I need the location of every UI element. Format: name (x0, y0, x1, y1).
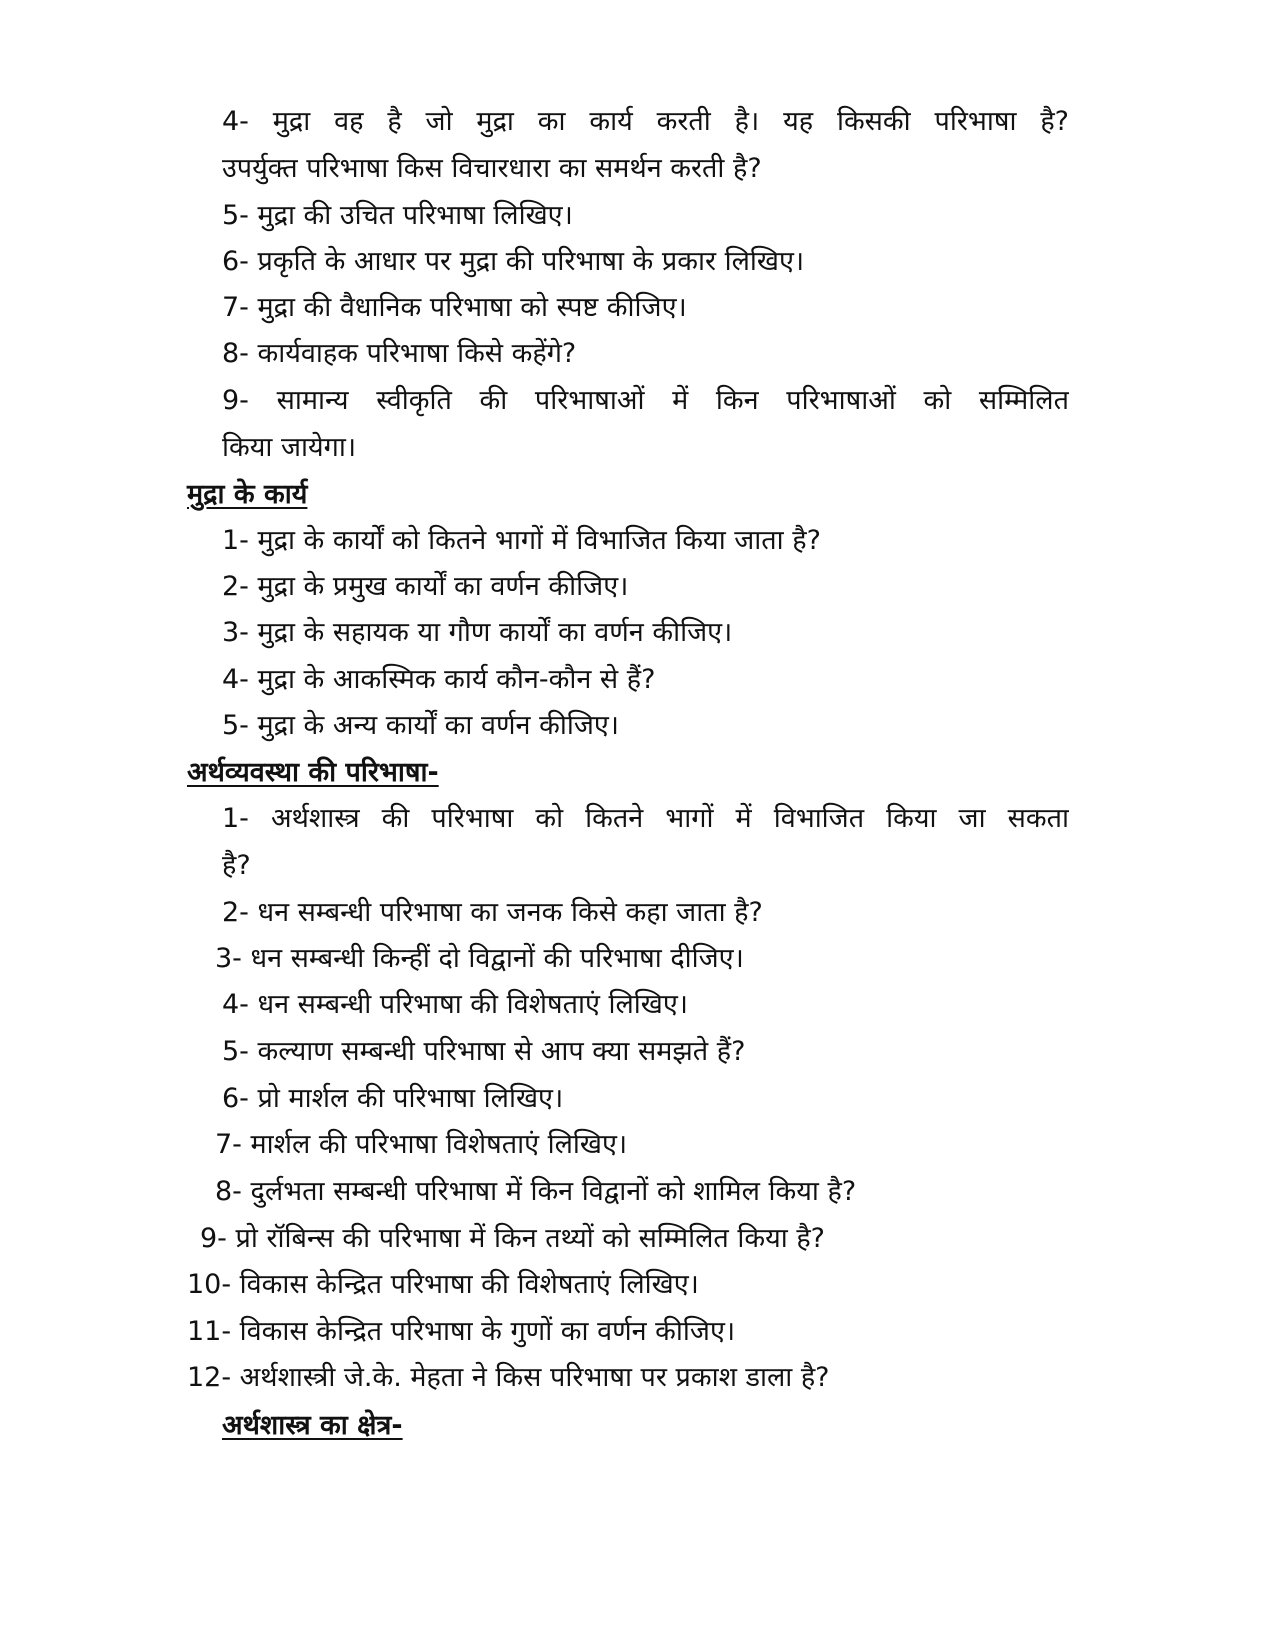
question-line: 8- कार्यवाहक परिभाषा किसे कहेंगे? (222, 338, 577, 369)
question-line: 7- मार्शल की परिभाषा विशेषताएं लिखिए। (215, 1129, 628, 1160)
question-line: 5- मुद्रा के अन्य कार्यों का वर्णन कीजिए। (222, 710, 620, 741)
question-line: 7- मुद्रा की वैधानिक परिभाषा को स्पष्ट कीजिए। (222, 292, 687, 323)
question-line: है? (222, 850, 251, 881)
question-line: 12- अर्थशास्त्री जे.के. मेहता ने किस परिभाषा पर प्रकाश डाला है? (187, 1362, 830, 1393)
question-line: 4- मुद्रा के आकस्मिक कार्य कौन-कौन से हैं? (222, 664, 656, 695)
question-line: किया जायेगा। (222, 432, 357, 463)
question-line: 9- प्रो रॉबिन्स की परिभाषा में किन तथ्यों को सम्मिलित किया है? (200, 1223, 826, 1254)
question-line: 3- मुद्रा के सहायक या गौण कार्यों का वर्णन कीजिए। (222, 617, 733, 648)
question-line: 5- मुद्रा की उचित परिभाषा लिखिए। (222, 200, 573, 231)
question-line: 4- मुद्रा वह है जो मुद्रा का कार्य करती है। यह किसकी परिभाषा है? (222, 106, 1069, 137)
question-line: 9- सामान्य स्वीकृति की परिभाषाओं में किन परिभाषाओं को सम्मिलित (222, 385, 1069, 416)
question-line: 10- विकास केन्द्रित परिभाषा की विशेषताएं लिखिए। (187, 1269, 699, 1300)
question-line: उपर्युक्त परिभाषा किस विचारधारा का समर्थन करती है? (222, 153, 762, 184)
question-line: 6- प्रो मार्शल की परिभाषा लिखिए। (222, 1083, 564, 1114)
question-line: 1- अर्थशास्त्र की परिभाषा को कितने भागों में विभाजित किया जा सकता (222, 803, 1069, 834)
question-line: 2- धन सम्बन्धी परिभाषा का जनक किसे कहा जाता है? (222, 897, 763, 928)
question-line: 2- मुद्रा के प्रमुख कार्यों का वर्णन कीजिए। (222, 571, 629, 602)
question-line: 3- धन सम्बन्धी किन्हीं दो विद्वानों की परिभाषा दीजिए। (215, 943, 744, 974)
question-line: 8- दुर्लभता सम्बन्धी परिभाषा में किन विद्वानों को शामिल किया है? (215, 1176, 857, 1207)
question-line: 6- प्रकृति के आधार पर मुद्रा की परिभाषा के प्रकार लिखिए। (222, 246, 805, 277)
section-heading: मुद्रा के कार्य (187, 479, 308, 510)
question-line: 4- धन सम्बन्धी परिभाषा की विशेषताएं लिखिए। (222, 989, 689, 1020)
question-line: 5- कल्याण सम्बन्धी परिभाषा से आप क्या समझते हैं? (222, 1036, 746, 1067)
question-line: 11- विकास केन्द्रित परिभाषा के गुणों का वर्णन कीजिए। (187, 1316, 736, 1347)
section-heading: अर्थव्यवस्था की परिभाषा- (187, 757, 439, 788)
section-heading: अर्थशास्त्र का क्षेत्र- (222, 1410, 403, 1441)
question-line: 1- मुद्रा के कार्यों को कितने भागों में विभाजित किया जाता है? (222, 525, 821, 556)
